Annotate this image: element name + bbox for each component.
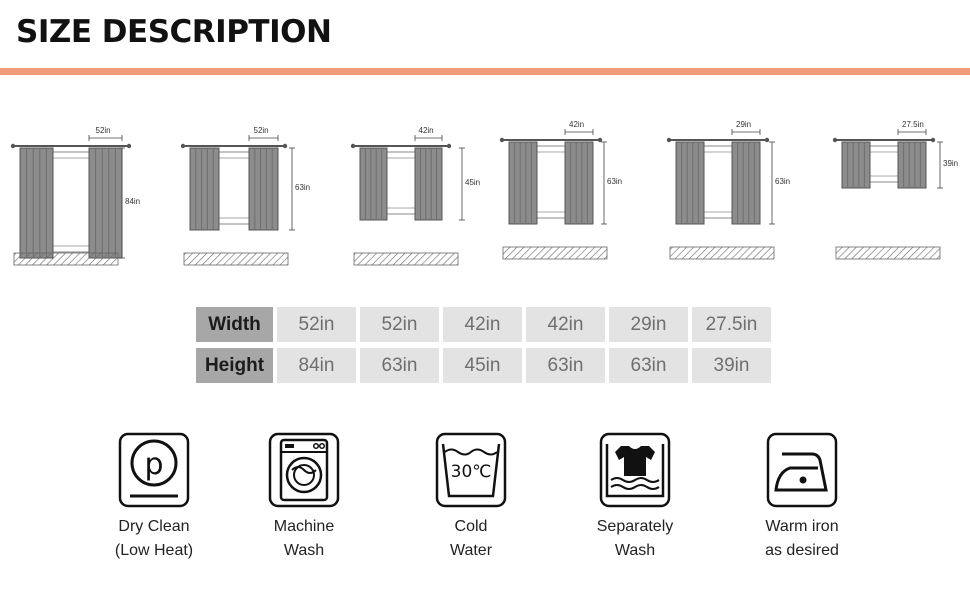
care-label: Separately Wash (596, 518, 674, 559)
height-header: Height (196, 348, 273, 383)
rod-finial (447, 144, 451, 148)
curtain-diagrams (0, 0, 970, 290)
rod-finial (500, 138, 504, 142)
width-dimension-label: 52in (95, 126, 111, 135)
right-curtain-panel (249, 148, 278, 230)
left-curtain-panel (509, 142, 537, 224)
dry-clean-icon (118, 432, 190, 508)
width-dimension-label: 27.5in (902, 120, 924, 129)
left-curtain-panel (842, 142, 870, 188)
width-row (196, 307, 775, 342)
right-curtain-panel (89, 148, 122, 258)
rod-finial (283, 144, 287, 148)
care-label: Cold Water (449, 518, 493, 559)
height-dimension-label: 63in (607, 177, 623, 186)
rod-finial (11, 144, 15, 148)
care-cold-water (411, 432, 531, 563)
height-dimension-label: 45in (465, 178, 481, 187)
rod-finial (351, 144, 355, 148)
floor-rug (503, 247, 607, 259)
width-cell: 29in (609, 307, 688, 342)
width-cell: 42in (526, 307, 605, 342)
left-curtain-panel (676, 142, 704, 224)
width-cell: 27.5in (692, 307, 771, 342)
width-cell: 42in (443, 307, 522, 342)
care-warm-iron (742, 432, 862, 563)
rod-finial (667, 138, 671, 142)
floor-rug (670, 247, 774, 259)
width-dimension-label: 29in (736, 120, 752, 129)
care-machine-wash (244, 432, 364, 563)
temperature-label: 30℃ (450, 462, 492, 482)
separately-wash-icon (599, 432, 671, 508)
warm-iron-icon (766, 432, 838, 508)
left-curtain-panel (360, 148, 387, 220)
height-cell: 63in (526, 348, 605, 383)
height-cell: 84in (277, 348, 356, 383)
floor-rug (184, 253, 288, 265)
rod-finial (931, 138, 935, 142)
left-curtain-panel (190, 148, 219, 230)
height-cell: 39in (692, 348, 771, 383)
width-cell: 52in (360, 307, 439, 342)
right-curtain-panel (898, 142, 926, 188)
right-curtain-panel (415, 148, 442, 220)
height-row (196, 348, 775, 383)
height-dimension-label: 84in (125, 197, 141, 206)
height-cell: 63in (609, 348, 688, 383)
svg-text:p: p (144, 447, 164, 482)
floor-rug (354, 253, 458, 265)
rod-finial (598, 138, 602, 142)
width-dimension-label: 42in (418, 126, 434, 135)
width-header: Width (196, 307, 273, 342)
care-label: Dry Clean (Low Heat) (114, 518, 194, 559)
floor-rug (836, 247, 940, 259)
care-label: Warm iron as desired (765, 518, 839, 559)
page-title: SIZE DESCRIPTION (16, 14, 332, 50)
floor-rug (14, 253, 118, 265)
rod-finial (765, 138, 769, 142)
care-dry-clean (94, 432, 214, 563)
width-dimension-label: 52in (253, 126, 269, 135)
height-cell: 45in (443, 348, 522, 383)
height-dimension-label: 63in (775, 177, 791, 186)
right-curtain-panel (565, 142, 593, 224)
width-cell: 52in (277, 307, 356, 342)
rod-finial (127, 144, 131, 148)
height-cell: 63in (360, 348, 439, 383)
size-table (196, 307, 775, 389)
rod-finial (833, 138, 837, 142)
width-dimension-label: 42in (569, 120, 585, 129)
machine-wash-icon (268, 432, 340, 508)
height-dimension-label: 39in (943, 159, 959, 168)
care-separately-wash (575, 432, 695, 563)
left-curtain-panel (20, 148, 53, 258)
right-curtain-panel (732, 142, 760, 224)
rod-finial (181, 144, 185, 148)
cold-water-icon (435, 432, 507, 508)
height-dimension-label: 63in (295, 183, 311, 192)
care-label: Machine Wash (273, 518, 335, 559)
